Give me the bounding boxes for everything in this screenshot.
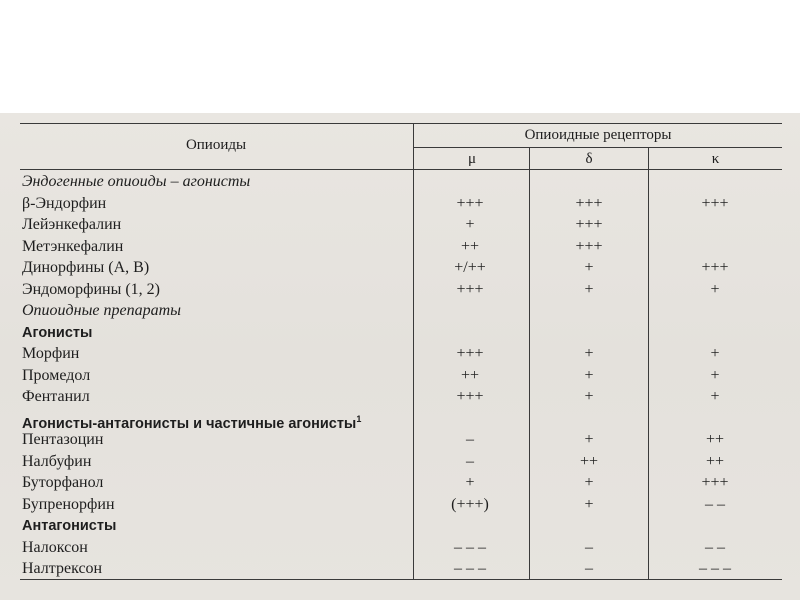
delta-affinity-cell: + (584, 388, 594, 405)
mu-affinity-cell: +++ (456, 388, 484, 405)
kappa-affinity-cell: +++ (701, 474, 729, 491)
opioid-name: Бупренорфин (22, 495, 115, 513)
kappa-affinity-cell: – – – (699, 560, 731, 577)
table-row (20, 472, 782, 494)
delta-affinity-cell: + (584, 280, 594, 298)
mu-affinity-cell: + (465, 474, 475, 491)
table-row (20, 558, 782, 580)
opioid-name: Динорфины (A, B) (22, 259, 150, 276)
opioid-name: Фентанил (22, 388, 90, 405)
kappa-affinity-cell (648, 214, 782, 236)
table-row (20, 494, 782, 516)
header-kappa: κ (711, 151, 720, 167)
section-heading-row (20, 300, 782, 322)
mu-affinity-cell: +++ (456, 345, 484, 362)
group-heading-row (20, 515, 782, 537)
kappa-affinity-cell: +++ (701, 194, 729, 212)
opioid-name: Лейэнкефалин (22, 216, 122, 233)
opioid-name: Метэнкефалин (22, 237, 124, 255)
header-delta: δ (585, 151, 593, 167)
category-label: Антагонисты (22, 518, 117, 534)
mu-affinity-cell: +++ (456, 194, 484, 212)
delta-affinity-cell: + (584, 259, 594, 276)
kappa-affinity-cell: + (710, 366, 720, 384)
section-heading-row (20, 171, 782, 193)
mu-affinity-cell: – – – (454, 560, 486, 577)
table-row (20, 365, 782, 387)
table-row (20, 236, 782, 258)
table-row (20, 429, 782, 451)
kappa-affinity-cell: +++ (701, 259, 729, 276)
opioid-name: Буторфанол (22, 474, 104, 491)
opioid-name: β-Эндорфин (22, 194, 107, 212)
opioid-name: Налтрексон (22, 560, 103, 577)
delta-affinity-cell: ++ (579, 452, 599, 470)
header-mu: μ (467, 151, 477, 167)
table-row (20, 451, 782, 473)
delta-affinity-cell: – (585, 538, 593, 556)
table-bottom-rule (20, 579, 782, 580)
category-label: Агонисты (22, 324, 93, 341)
delta-affinity-cell: + (584, 345, 594, 362)
opioid-name: Налоксон (22, 538, 88, 556)
group-heading-row (20, 408, 782, 430)
mu-affinity-cell: (+++) (451, 495, 489, 513)
header-bottom-rule (20, 169, 782, 170)
group-heading-row (20, 322, 782, 344)
category-label: Агонисты-антагонисты и частичные агонисты$^1$ (22, 413, 362, 432)
table-top-rule (20, 123, 782, 124)
kappa-affinity-cell: + (710, 345, 720, 362)
table-row (20, 279, 782, 301)
delta-affinity-cell: +++ (575, 216, 603, 233)
kappa-affinity-cell: ++ (705, 431, 725, 448)
opioid-name: Пентазоцин (22, 431, 104, 448)
delta-affinity-cell: +++ (575, 237, 603, 255)
mu-affinity-cell: + (465, 216, 475, 233)
receptor-subheader-rule (414, 147, 782, 148)
table-row (20, 343, 782, 365)
mu-affinity-cell: – (466, 431, 474, 448)
header-opioids: Опиоиды (185, 137, 247, 153)
opioid-name: Эндоморфины (1, 2) (22, 280, 160, 298)
mu-affinity-cell: +++ (456, 280, 484, 298)
delta-affinity-cell: + (584, 366, 594, 384)
kappa-affinity-cell: + (710, 280, 720, 298)
category-label: Опиоидные препараты (22, 302, 182, 319)
kappa-affinity-cell: ++ (705, 452, 725, 470)
mu-affinity-cell: ++ (460, 366, 480, 384)
opioid-name: Налбуфин (22, 452, 92, 470)
opioid-name: Промедол (22, 366, 91, 384)
header-receptors: Опиоидные рецепторы (524, 127, 672, 143)
mu-affinity-cell: ++ (460, 237, 480, 255)
mu-affinity-cell: – (466, 452, 474, 470)
delta-affinity-cell: + (584, 431, 594, 448)
kappa-affinity-cell: – – (705, 495, 725, 513)
footnote-mark: 1 (356, 413, 362, 424)
opioid-name: Морфин (22, 345, 80, 362)
category-label: Эндогенные опиоиды – агонисты (22, 173, 251, 190)
delta-affinity-cell: +++ (575, 194, 603, 212)
table-row (20, 537, 782, 559)
table-row (20, 193, 782, 215)
delta-affinity-cell: – (585, 560, 593, 577)
mu-affinity-cell: +/++ (454, 259, 486, 276)
mu-affinity-cell: – – – (454, 538, 486, 556)
table-row (20, 386, 782, 408)
table-row (20, 257, 782, 279)
kappa-affinity-cell: – – (705, 538, 725, 556)
delta-affinity-cell: + (584, 474, 594, 491)
table-row (20, 214, 782, 236)
delta-affinity-cell: + (584, 495, 594, 513)
kappa-affinity-cell: + (710, 388, 720, 405)
kappa-affinity-cell (648, 236, 782, 258)
